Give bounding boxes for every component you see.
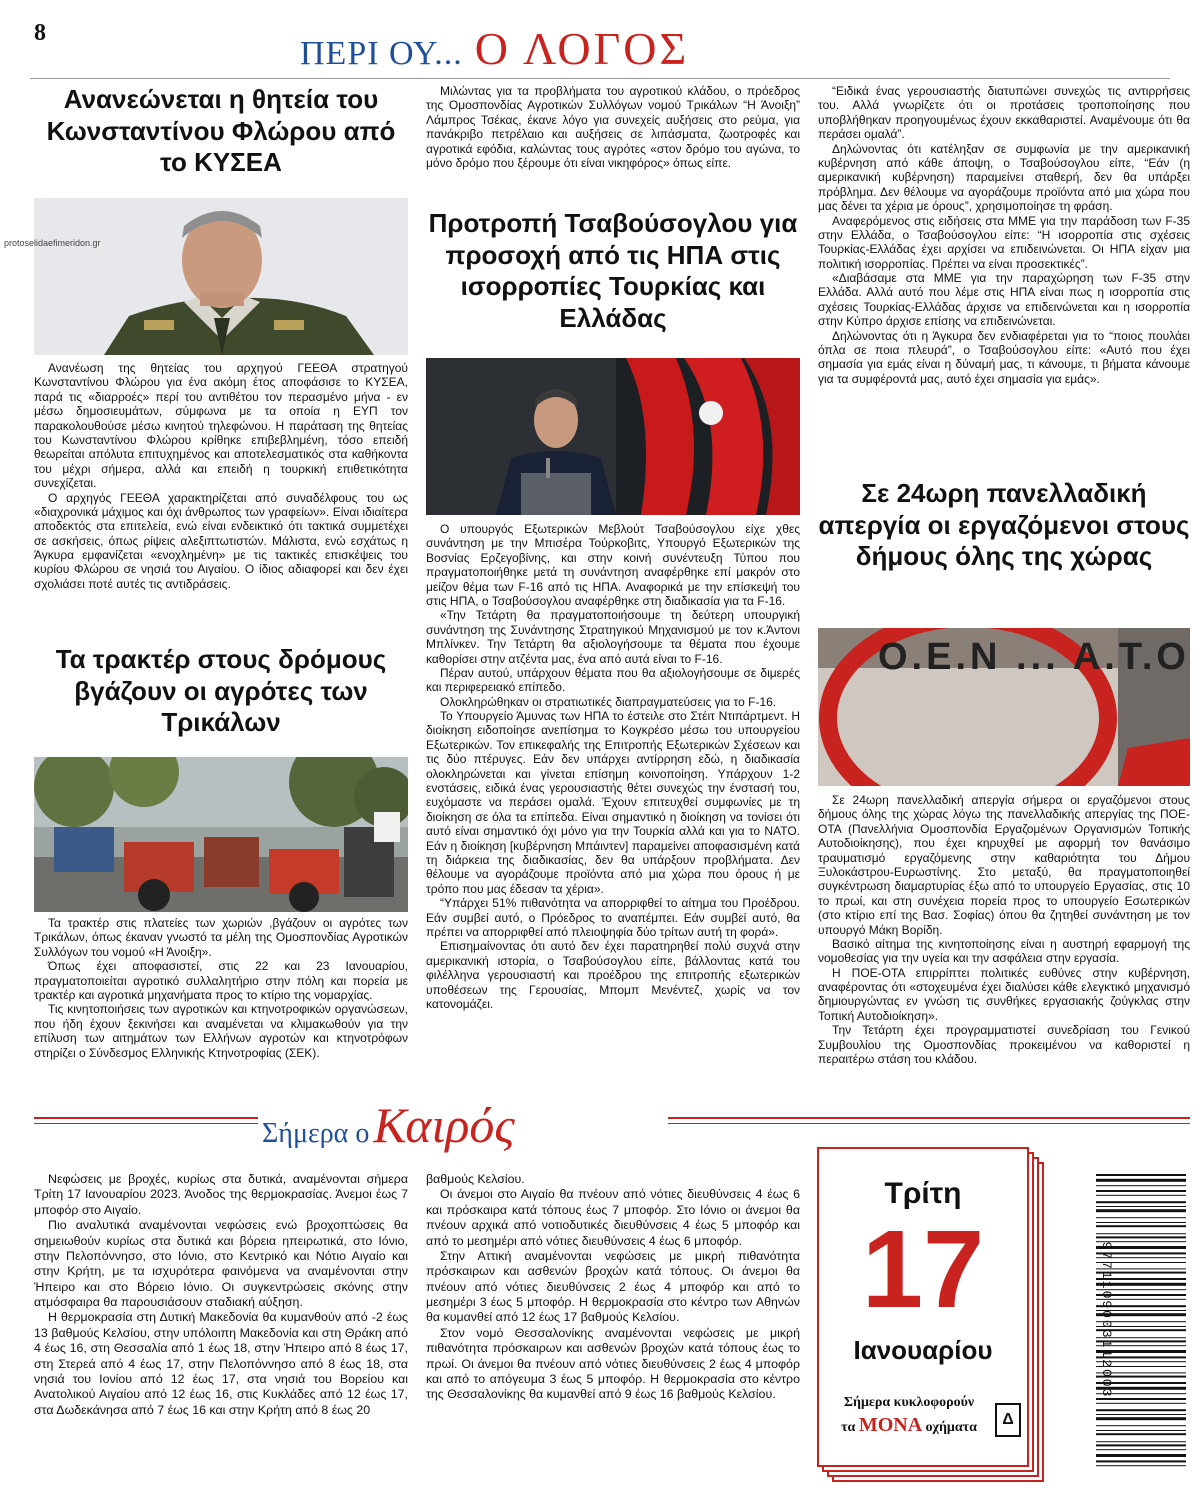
plate-letter-badge: Δ — [995, 1403, 1021, 1437]
general-portrait-photo — [34, 198, 408, 355]
masthead-part2: Ο ΛΟΓΟΣ — [474, 23, 690, 74]
article2-continued — [426, 84, 800, 170]
article2-paragraph: Μιλώντας για τα προβλήματα του αγροτικού κλάδου, ο πρόεδρος της Ομοσπονδίας Αγροτικών Συλλόγων νομού Τρικάλων “Η Άνοιξη” Λάμπρος Τσέκας, έκανε λόγο για συνεχείς αυξήσεις στο ρεύμα, για πανάκριβο πετρέλαιο και αυξήσεις σε λιπάσματα, ζωοτροφές και αγροτικά εφόδια, καλώντας τους αγρότες «στον δρόμο του αγώνα, το μόνο δρόμο που ξέρουμε ότι είναι νικηφόρος» όπως είπε. — [426, 84, 800, 170]
weather-paragraph: Η θερμοκρασία στη Δυτική Μακεδονία θα κυμανθούν από -2 έως 13 βαθμούς Κελσίου, στην υπόλοιπη Μακεδονία και στη Θράκη από 4 έως 16, στη Θεσσαλία από 1 έως 18, στην Ήπειρο από 8 έως 17, στη Στερεά από 4 έως 17, στην Πελοπόννησο από 8 έως 18, στα νησιά του Ιονίου από 12 έως 17, στα νησιά του Βορείου και Ανατολικού Αιγαίου από 12 έως 16, στις Κυκλάδες από 12 έως 17, στα Δωδεκάνησα από 7 έως 16 και στην Κρήτη από 8 έως 20 — [34, 1310, 408, 1417]
article3-continued — [818, 84, 1190, 386]
masthead — [300, 22, 940, 72]
barcode — [1078, 1172, 1188, 1472]
article1-title: Ανανεώνεται η θητεία του Κωνσταντίνου Φλώρου από το ΚΥΣΕΑ — [46, 84, 396, 178]
article4-paragraph: Την Τετάρτη έχει προγραμματιστεί συνεδρίαση του Γενικού Συμβουλίου της Ομοσπονδίας προκειμένου να καθοριστεί η περαιτέρω στάση του κλάδου. — [818, 1023, 1190, 1067]
page-number: 8 — [34, 20, 46, 46]
article1-photo — [34, 198, 408, 355]
weather-paragraph: Στην Αττική αναμένονται νεφώσεις με μικρή πιθανότητα πρόσκαιρων και ασθενών βροχών κατά τόπους. Οι άνεμοι θα πνέουν από νότιες διευθύνσεις 2 έως 4 μποφόρ και από το μεσημέρι 3 έως 5 μποφόρ. Η θερμοκρασία στο κέντρο των Αθηνών θα κυμανθεί από 12 έως 17 βαθμούς Κελσίου. — [426, 1248, 800, 1325]
traffic-strong: ΜΟΝΑ — [858, 1414, 923, 1437]
article3-paragraph: «Την Τετάρτη θα πραγματοποιήσουμε τη δεύτερη υπουργική συνάντηση της Συνάντησης Στρατηγικού Μηχανισμού με τον κ.Άντονι Μπλίνκεν. Την Τετάρτη θα αξιολογήσουμε τα θέματα που έχουμε καθορίσει στην ατζέντα μας, ένα από αυτά είναι το F-16. — [426, 608, 800, 666]
article2-photo — [34, 757, 408, 912]
tractors-street-photo — [34, 757, 408, 912]
weather-title-part1: Σήμερα ο — [262, 1118, 370, 1149]
calendar-weekday: Τρίτη — [884, 1177, 962, 1210]
article2-paragraph: Τα τρακτέρ στις πλατείες των χωριών ,βγάζουν οι αγρότες των Τρικάλων, όπως έκαναν γνωστό τα μέλη της Ομοσπονδίας Αγροτικών Συλλόγων του νομού «Η Άνοιξη». — [34, 916, 408, 959]
article3-paragraph: Πέραν αυτού, υπάρχουν θέματα που θα αξιολογήσουμε σε διμερές και περιφερειακό επίπεδο. — [426, 665, 800, 695]
calendar-month: Ιανουαρίου — [853, 1335, 993, 1365]
article2-paragraph: Όπως έχει αποφασιστεί, στις 22 και 23 Ιανουαρίου, πραγματοποιείται αγροτικό συλλαλητήριο στην πόλη και πορεία με τρακτέρ και αγροτικά μηχανήματα προς το κτίριο της νομαρχίας. — [34, 959, 408, 1002]
masthead-part1: ΠΕΡΙ ΟΥ... — [300, 35, 463, 72]
traffic-post: οχήματα — [925, 1420, 977, 1436]
weather-paragraph: Πιο αναλυτικά αναμένονται νεφώσεις ενώ βροχοπτώσεις θα σημειωθούν κυρίως στα δυτικά και βόρεια ηπειρωτικά, στο Ιόνιο, στην Πελοπόννησο, στο Ιόνιο, στο Κεντρικό και Νότιο Αιγαίο και στην Κρήτη, με τα ισχυρότερα φαινόμενα να αναμένονται στην Ήπειρο και στο Βόρειο Ιόνιο. Οι συγκεντρώσεις σκόνης στην ατμόσφαιρα θα παρουσιάσουν σταδιακή αύξηση. — [34, 1218, 408, 1309]
article3-paragraph: Δηλώνοντας ότι η Άγκυρα δεν ενδιαφέρεται για το “ποιος πουλάει όπλα σε ποια πλευρά”, ο Τσαβούσογλου είπε: «Αυτό που έχει σημασία για εμάς είναι η δύναμή μας, τι κάνουμε, τι βήματα κάνουμε για τα συμφέροντά μας, αυτό έχει σημασία για εμάς». — [818, 328, 1190, 386]
strike-banner-text: Ο.Ε.Ν ... Α.Τ.Ο — [878, 636, 1190, 678]
article3-paragraph: Ο υπουργός Εξωτερικών Μεβλούτ Τσαβούσογλου είχε χθες συνάντηση με την Μπισέρα Τούρκοβιτς, Υπουργό Εξωτερικών της Βοσνίας Ερζεγοβίνης, και στην κοινή συνέντευξη Τύπου που πραγματοποιήθηκε μετά τη συνάντηση αναφέρθηκε επί μακρόν στο μείζον θέμα των F-16 από τις ΗΠΑ. Αναφορικά με την επίσκεψή του στις ΗΠΑ, ο Τσαβούσογλου αναφέρθηκε στη διαδικασία για τα F-16. — [426, 522, 800, 608]
article2-title: Τα τρακτέρ στους δρόμους βγάζουν οι αγρότες των Τρικάλων — [55, 644, 387, 738]
weather-rule-right-thin — [668, 1123, 1190, 1124]
weather-paragraph: βαθμούς Κελσίου. — [426, 1172, 525, 1186]
article2-paragraph: Τις κινητοποιήσεις των αγροτικών και κτηνοτροφικών οργανώσεων, που ήδη έχουν ξεκινήσει και αναμένεται να κλιμακωθούν για την επίλυση των αιτημάτων των Ελλήνων αγροτών και κτηνοτρόφων στηρίζει ο Σύνδεσμος Ελληνικής Κτηνοτροφίας (ΣΕΚ). — [34, 1002, 408, 1060]
article3-title: Προτροπή Τσαβούσογλου για προσοχή από τις ΗΠΑ στις ισορροπίες Τουρκίας και Ελλάδας — [428, 208, 798, 334]
weather-rule-left — [34, 1117, 258, 1119]
article3-paragraph: Αναφερόμενος στις ειδήσεις στα ΜΜΕ για την παράδοση των F-35 στην Ελλάδα, ο Τσαβούσογλου είπε: “Η ισορροπία στις σχέσεις Τουρκίας-Ελλάδας έχει αρχίσει να επιδεινώνεται. Οι ΗΠΑ είχαν μια πολιτική ισορροπίας. Πρέπει να είναι προσεκτικές”. — [818, 213, 1190, 271]
article4-paragraph: Η ΠΟΕ-ΟΤΑ επιρρίπτει πολιτικές ευθύνες στην κυβέρνηση, αναφέροντας ότι «στοχευμένα έχει διαλύσει κάθε ελεγκτικό μηχανισμό δημιουργώντας εν γνώση τις συνθήκες εργασιακής ζούγκλας στην Τοπική Αυτοδιοίκηση». — [818, 965, 1190, 1023]
masthead-rule — [30, 78, 1170, 79]
article1-paragraph: Ο αρχηγός ΓΕΕΘΑ χαρακτηρίζεται από συναδέλφους του ως «διαχρονικά μάχιμος και όχι άνθρωπος των γραφείων». Είναι ιδιαίτερα αποδεκτός στα επιτελεία, ενώ είναι ενδεικτικό ότι τακτικά συμμετέχει σε ασκήσεις, όπως ρίψεις αλεξιπτωτιστών. Μάλιστα, ενώ εσχάτως η Άγκυρα εμφανίζεται «ενοχλημένη» με τις τακτικές επισκέψεις του κυρίου Φλώρου σε νησιά του Αιγαίου. Ο ίδιος αδιαφορεί και δεν έχει σχολιάσει ποτέ αυτές τις αντιδράσεις. — [34, 490, 408, 591]
article2-body — [34, 916, 408, 1060]
article3-paragraph: Ολοκληρώθηκαν οι στρατιωτικές διαπραγματεύσεις για το F-16. — [440, 694, 777, 709]
article2 — [34, 644, 408, 739]
watermark: protoselidaefimeridon.gr — [4, 238, 101, 248]
traffic-notice — [823, 1394, 995, 1444]
weather-column-1 — [34, 1172, 408, 1418]
article3 — [426, 208, 800, 335]
article3-photo — [426, 358, 800, 515]
article4-paragraph: Βασικό αίτημα της κινητοποίησης είναι η αυστηρή εφαρμογή της νομοθεσίας για την υγεία και την ασφάλεια στην εργασία. — [818, 936, 1190, 966]
barcode-number: 9771109003112003 — [1099, 1241, 1114, 1399]
barcode-bars — [1078, 1172, 1188, 1472]
article3-paragraph: Επισημαίνοντας ότι αυτό δεν έχει παρατηρηθεί πολύ συχνά στην αμερικανική ιστορία, ο Τσαβούσογλου είπε, βάλλοντας κατά του φιλέλληνα γερουσιαστή και προέδρου της επιτροπής εξωτερικών υποθέσεων της Γερουσίας, Μπομπ Μενέντεζ, χωρίς να τον κατονομάζει. — [426, 939, 800, 1011]
traffic-line-2 — [823, 1412, 995, 1438]
calendar-sheet — [817, 1147, 1029, 1467]
weather-rule-right — [668, 1117, 1190, 1119]
article4-photo — [818, 628, 1190, 786]
article3-paragraph: Δηλώνοντας ότι κατέληξαν σε συμφωνία με την αμερικανική κυβέρνηση από κάθε άποψη, ο Τσαβούσογλου είπε, “Εάν (η αμερικανική κυβέρνηση) παραμείνει σταθερή, δεν θα υπάρξει πρόβλημα. Δεν θέλουμε να αγοράζουμε προϊόντα από μια χώρα που μας δένει τα χέρια με όρους”, χρησιμοποίησε τη φράση. — [818, 141, 1190, 214]
article1-paragraph: Ανανέωση της θητείας του αρχηγού ΓΕΕΘΑ στρατηγού Κωνσταντίνου Φλώρου για ένα ακόμη έτος αποφάσισε το ΚΥΣΕΑ, παρά τις «διαρροές» περί του αντιθέτου τον περασμένο μήνα - εν μέσω δημοσιευμάτων, σύμφωνα με τα οποία η ΕΥΠ τον παρακολουθούσε μέσω κινητού τηλεφώνου. Η παράταση της θητείας του Κωνσταντίνου Φλώρου κρίθηκε επιβεβλημένη, τόσο επειδή θεωρείται απόλυτα επιτυχημένος και αποτελεσματικός στα καθήκοντα του μέχρι σήμερα, αλλά και επειδή η τουρκική επιθετικότητα συνεχίζεται. — [34, 361, 408, 491]
article3-paragraph: «Διαβάσαμε στα ΜΜΕ για την παραχώρηση των F-35 στην Ελλάδα. Αλλά αυτό που λέμε στις ΗΠΑ είναι πως η ισορροπία στις σχέσεις Τουρκίας-Ελλάδας άρχισε να επιδεινώνεται και η ισορροπία στην Κύπρο άρχισε επίσης να επιδεινώνεται. — [818, 271, 1190, 329]
calendar-day: 17 — [861, 1208, 985, 1331]
weather-title — [262, 1096, 515, 1154]
weather-rule-left-thin — [34, 1123, 258, 1124]
weather-paragraph: Νεφώσεις με βροχές, κυρίως στα δυτικά, αναμένονται σήμερα Τρίτη 17 Ιανουαρίου 2023. Άνοδος της θερμοκρασίας. Άνεμοι έως 7 μποφόρ στο Αιγαίο. — [34, 1172, 408, 1217]
weather-paragraph: Στον νομό Θεσσαλονίκης αναμένονται νεφώσεις με μικρή πιθανότητα πρόσκαιρων και ασθενών βροχών κατά τόπους έως το πρωί. Οι άνεμοι θα πνέουν από νότιες διευθύνσεις 2 έως 4 μποφόρ και από το απόγευμα 3 έως 5 μποφόρ. Η θερμοκρασία στο κέντρο της Θεσσαλονίκης θα κυμανθεί από 9 έως 16 βαθμούς Κελσίου. — [426, 1325, 800, 1402]
minister-podium-photo — [426, 358, 800, 515]
weather-title-part2: Καιρός — [373, 1097, 515, 1153]
article4 — [818, 478, 1190, 573]
article3-paragraph: “Ειδικά ένας γερουσιαστής διατυπώνει συνεχώς τις αντιρρήσεις του. Αλλά γνωρίζετε ότι οι προτάσεις τροποποίησης που υποβλήθηκαν προηγουμένως έχουν εκκαθαριστεί. Αναμένουμε ότι θα περάσει ομαλά”. — [818, 84, 1190, 142]
article3-body — [426, 522, 800, 1011]
article4-body — [818, 793, 1190, 1066]
article3-paragraph: “Υπάρχει 51% πιθανότητα να απορριφθεί το αίτημα του Προέδρου. Εάν συμβεί αυτό, ο Πρόεδρος το αναπέμπει. Εάν συμβεί αυτό, θα πρέπει να απορριφθεί από πλειοψηφία δύο τρίτων αυτή τη φορά». — [426, 896, 800, 939]
article1 — [34, 84, 408, 179]
weather-column-2 — [426, 1172, 800, 1403]
weather-paragraph: Οι άνεμοι στο Αιγαίο θα πνέουν από νότιες διευθύνσεις 4 έως 6 και πρόσκαιρα κατά τόπους έως 7 μποφόρ. Στο Ιόνιο οι άνεμοι θα πνέουν αρχικά από νοτιοδυτικές διευθύνσεις 4 έως 5 μποφόρ και από το μεσημέρι από νότιες διευθύνσεις 4 έως 6 μποφόρ. — [426, 1187, 800, 1248]
article3-paragraph: Το Υπουργείο Άμυνας των ΗΠΑ το έστειλε στο Στέιτ Ντιπάρτμεντ. Η διοίκηση ειδοποίησε ανεπίσημα το Κογκρέσο μέσω του υπουργείου Εξωτερικών. Τον επικεφαλής της Επιτροπής Εξωτερικών Σχέσεων και τις δύο πτέρυγες. Εάν δεν υπάρχει αντίρρηση εδώ, η διαδικασία ολοκληρώνεται και γίνεται επίσημη κοινοποίηση. Υπάρχουν 1-2 ενστάσεις, ειδικά ένας γερουσιαστής θέτει συνεχώς την ένστασή του, ευχόμαστε να περάσει ομαλά. Έχουν επιτευχθεί συμφωνίες με τη διοίκηση σε όλα τα επίπεδα. Είναι σημαντικό η διοίκηση να τονίσει ότι αυτό είναι σημαντικό όχι μόνο για την Τουρκία αλλά και για το ΝΑΤΟ. Εάν η διοίκηση [κυβέρνηση Μπάιντεν] παραμείνει αποφασισμένη κατά τη διάρκεια της διαδικασίας, δεν θα υπάρξουν προβλήματα. Δεν θέλουμε να αγοράζουμε προϊόντα από μια χώρα που όρους ή με τρόπο που μας έδεσαν τα χέρια». — [426, 709, 800, 896]
traffic-pre: τα — [841, 1420, 856, 1436]
article4-title: Σε 24ωρη πανελλαδική απεργία οι εργαζόμενοι στους δήμους όλης της χώρας — [818, 478, 1190, 572]
traffic-line-1: Σήμερα κυκλοφορούν — [843, 1395, 975, 1410]
article1-body — [34, 361, 408, 591]
article4-paragraph: Σε 24ωρη πανελλαδική απεργία σήμερα οι εργαζόμενοι στους δήμους όλης της χώρας λόγω της πανελλαδικής απεργίας της ΠΟΕ-ΟΤΑ (Πανελλήνια Ομοσπονδία Εργαζομένων Οργανισμών Τοπικής Αυτοδιοίκησης), που έχει κηρυχθεί με αφορμή τον θανάσιμο τραυματισμό εργαζόμενης στην καθαριότητα του Δήμου Ξυλοκάστρου-Ευρωστίνης. Στο μεταξύ, θα πραγματοποιηθεί συγκέντρωση διαμαρτυρίας έξω από το υπουργείο Εργασίας, στις 10 το πρωί, και στη συνέχεια πορεία προς το υπουργείο Εσωτερικών (στο κτίριο επί της Βασ. Σοφίας) όπου θα ζητηθεί συνάντηση με τον υπουργό Μάκη Βορίδη. — [818, 793, 1190, 937]
